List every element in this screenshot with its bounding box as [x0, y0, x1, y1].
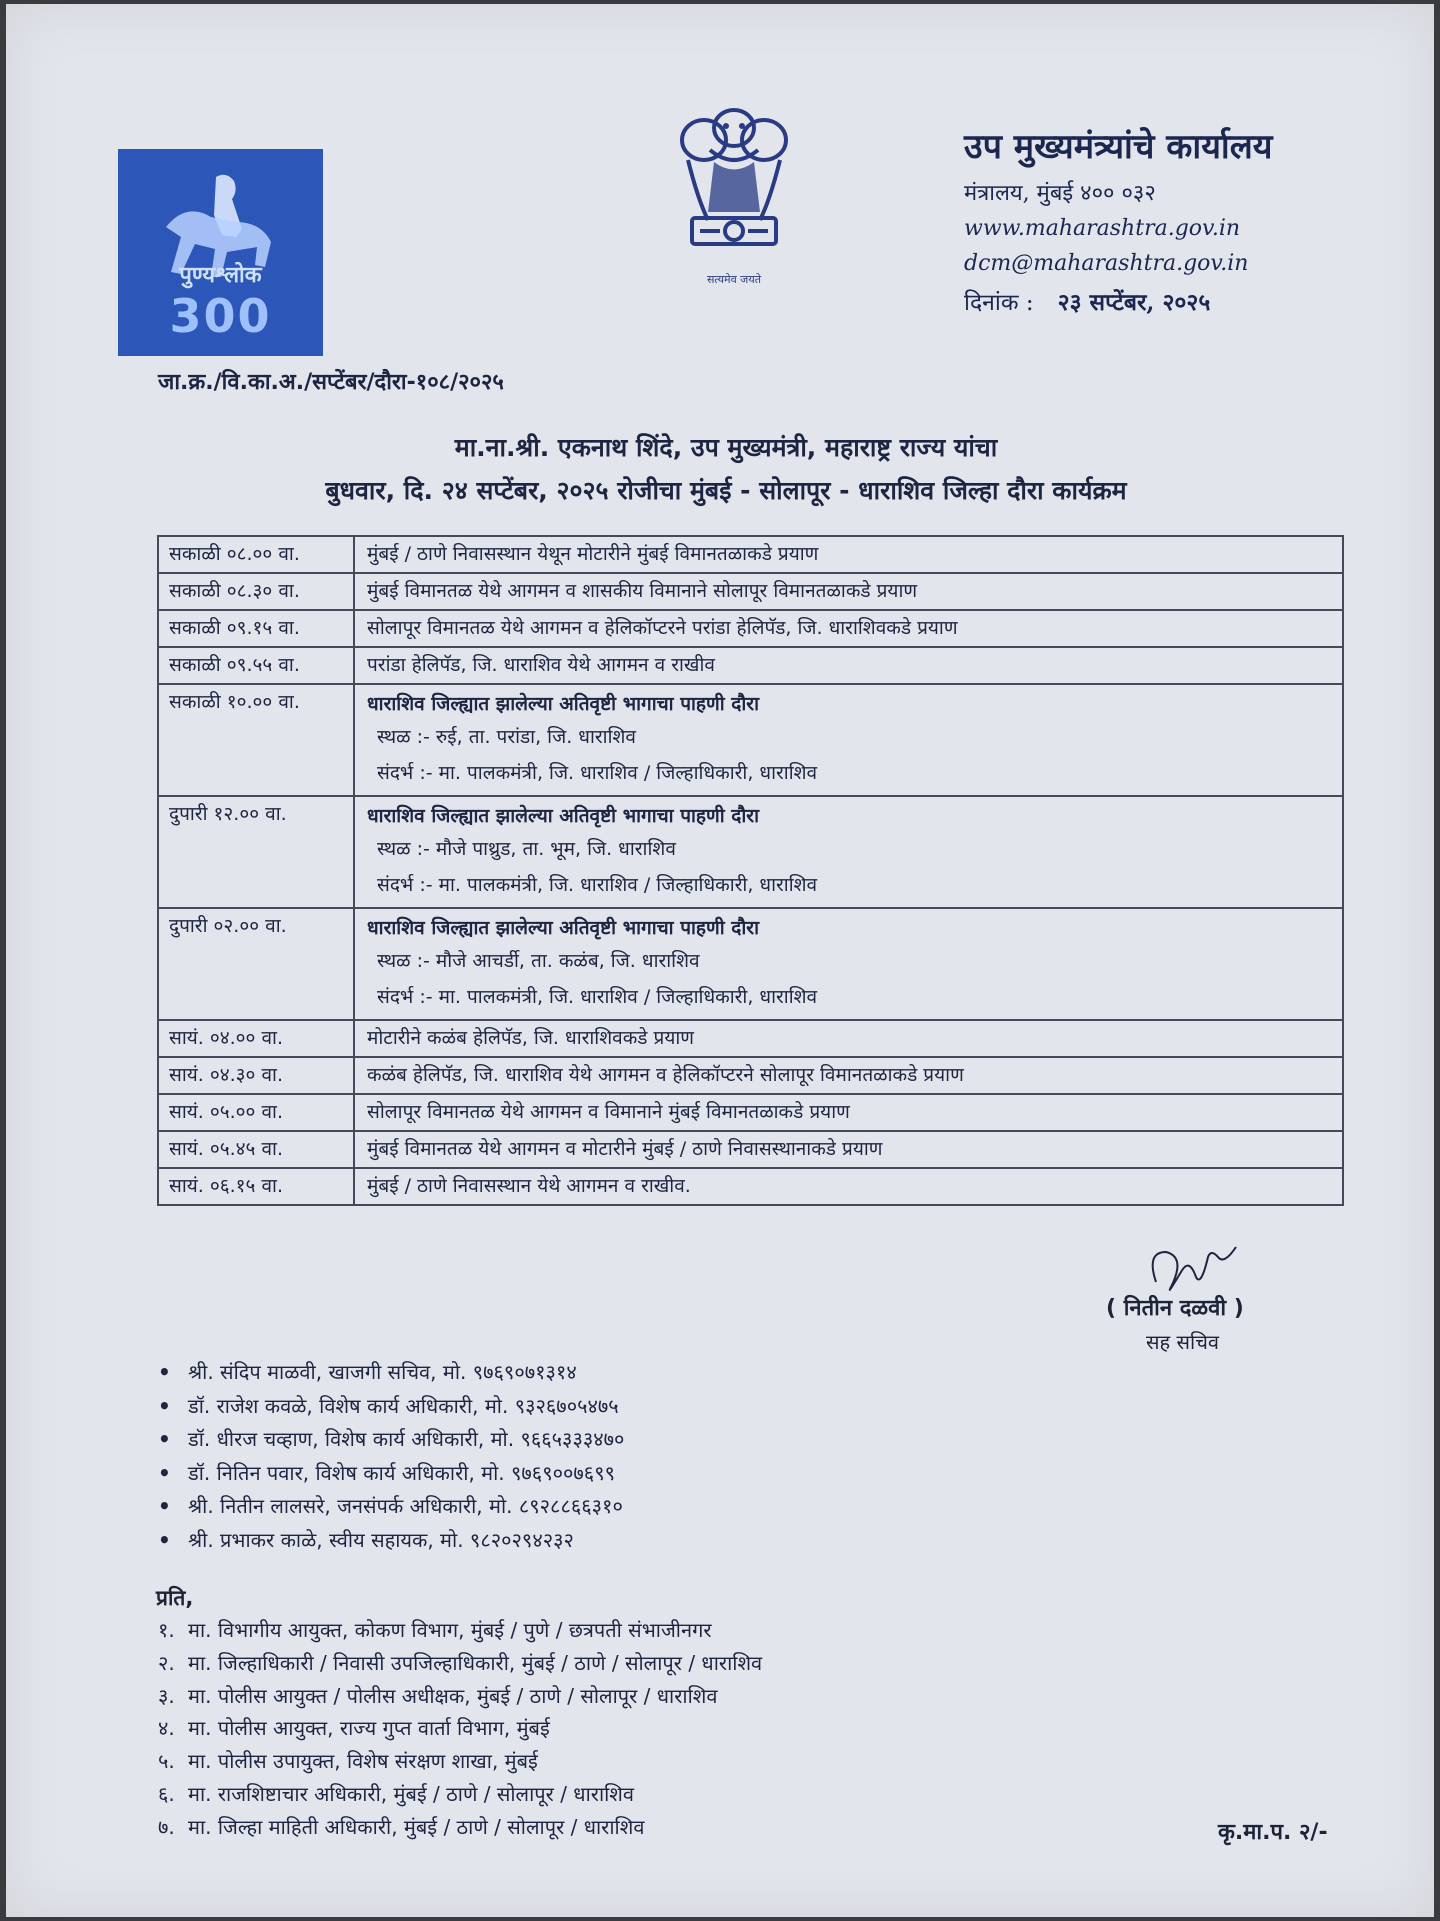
recipient-text: मा. राजशिष्टाचार अधिकारी, मुंबई / ठाणे / सोलापूर / धाराशिव [188, 1781, 635, 1806]
logo-number: 300 [169, 289, 272, 343]
bullet-icon: • [158, 1527, 171, 1552]
time-cell: सकाळी ०८.३० वा. [158, 573, 354, 610]
time-cell: दुपारी १२.०० वा. [158, 796, 354, 908]
list-item [158, 1524, 624, 1558]
time-cell: सायं. ०४.३० वा. [158, 1057, 354, 1094]
list-item [158, 1647, 762, 1680]
date-label: दिनांक : [964, 290, 1034, 316]
time-cell: सायं. ०४.०० वा. [158, 1020, 354, 1057]
visit-place: स्थळ :- मौजे आचर्डी, ता. कळंब, जि. धाराशिव [377, 950, 700, 972]
prati-label: प्रति, [156, 1586, 194, 1610]
table-row [158, 1094, 1343, 1131]
list-item [158, 1680, 762, 1713]
recipient-text: मा. जिल्हाधिकारी / निवासी उपजिल्हाधिकारी, मुंबई / ठाणे / सोलापूर / धाराशिव [188, 1650, 763, 1675]
description-cell [354, 796, 1343, 908]
title-line-2: बुधवार, दि. २४ सप्टेंबर, २०२५ रोजीचा मुंबई - सोलापूर - धाराशिव जिल्हा दौरा कार्यक्रम [325, 476, 1127, 505]
contact-list [158, 1356, 624, 1557]
table-row [158, 1020, 1343, 1057]
table-row [158, 573, 1343, 610]
contact-text: डॉ. धीरज चव्हाण, विशेष कार्य अधिकारी, मो. ९६६५३३३४७० [188, 1427, 625, 1451]
table-row [158, 1168, 1343, 1205]
item-number: ७. [158, 1814, 175, 1839]
bullet-icon: • [158, 1393, 171, 1418]
item-number: २. [158, 1650, 175, 1675]
signatory-name: ( नितीन दळवी ) [1106, 1296, 1244, 1321]
list-item [158, 1712, 762, 1745]
table-row [158, 684, 1343, 796]
office-name: उप मुख्यमंत्र्यांचे कार्यालय [964, 127, 1273, 167]
visit-title: धाराशिव जिल्ह्यात झालेल्या अतिवृष्टी भागाचा पाहणी दौरा [367, 917, 759, 939]
table-row [158, 908, 1343, 1020]
item-number: ६. [158, 1781, 175, 1806]
recipient-text: मा. विभागीय आयुक्त, कोकण विभाग, मुंबई / पुणे / छत्रपती संभाजीनगर [188, 1618, 712, 1642]
contact-text: डॉ. नितिन पवार, विशेष कार्य अधिकारी, मो. ९७६९००७६९९ [188, 1460, 616, 1485]
description-cell [354, 908, 1343, 1020]
table-row [158, 796, 1343, 908]
date-line [964, 285, 1394, 321]
recipient-text: मा. जिल्हा माहिती अधिकारी, मुंबई / ठाणे / सोलापूर / धाराशिव [188, 1814, 645, 1839]
description-cell [354, 684, 1343, 796]
list-item [158, 1614, 762, 1647]
contact-text: श्री. प्रभाकर काळे, स्वीय सहायक, मो. ९८२०२९४२३२ [188, 1527, 574, 1552]
office-email: dcm@maharashtra.gov.in [964, 251, 1249, 276]
signature-block [1106, 1242, 1286, 1362]
schedule-table [157, 535, 1344, 1206]
description-cell: परांडा हेलिपॅड, जि. धाराशिव येथे आगमन व राखीव [354, 647, 1343, 684]
list-item [158, 1457, 624, 1491]
time-cell: सकाळी १०.०० वा. [158, 684, 354, 796]
visit-reference: संदर्भ :- मा. पालकमंत्री, जि. धाराशिव / जिल्हाधिकारी, धाराशिव [377, 986, 818, 1008]
visit-title: धाराशिव जिल्ह्यात झालेल्या अतिवृष्टी भागाचा पाहणी दौरा [367, 693, 759, 715]
list-item [158, 1356, 624, 1390]
recipient-text: मा. पोलीस आयुक्त, राज्य गुप्त वार्ता विभाग, मुंबई [188, 1716, 550, 1741]
visit-reference: संदर्भ :- मा. पालकमंत्री, जि. धाराशिव / जिल्हाधिकारी, धाराशिव [377, 874, 818, 896]
time-cell: सकाळी ०९.५५ वा. [158, 647, 354, 684]
punyashlok-300-logo [118, 149, 323, 356]
office-address: मंत्रालय, मुंबई ४०० ०३२ [964, 181, 1156, 206]
description-cell: सोलापूर विमानतळ येथे आगमन व हेलिकॉप्टरने परांडा हेलिपॅड, जि. धाराशिवकडे प्रयाण [354, 610, 1343, 647]
list-item [158, 1778, 762, 1811]
visit-place: स्थळ :- मौजे पाथ्रुड, ता. भूम, जि. धाराशिव [377, 838, 676, 860]
bullet-icon: • [158, 1460, 171, 1485]
table-row [158, 647, 1343, 684]
item-number: १. [158, 1618, 175, 1642]
document-page [6, 4, 1434, 1917]
title-line-1: मा.ना.श्री. एकनाथ शिंदे, उप मुख्यमंत्री, महाराष्ट्र राज्य यांचा [454, 433, 998, 462]
time-cell: सकाळी ०८.०० वा. [158, 536, 354, 573]
signatory-designation: सह सचिव [1146, 1330, 1220, 1354]
recipient-text: मा. पोलीस आयुक्त / पोलीस अधीक्षक, मुंबई / ठाणे / सोलापूर / धाराशिव [188, 1683, 718, 1708]
list-item [158, 1390, 624, 1424]
list-item [158, 1490, 624, 1524]
national-emblem [670, 100, 798, 300]
list-item [158, 1423, 624, 1457]
list-item [158, 1811, 762, 1844]
bullet-icon: • [158, 1494, 171, 1518]
item-number: ३. [158, 1683, 175, 1708]
recipient-text: मा. पोलीस उपायुक्त, विशेष संरक्षण शाखा, मुंबई [188, 1749, 538, 1774]
list-item [158, 1745, 762, 1778]
contact-text: श्री. नितीन लालसरे, जनसंपर्क अधिकारी, मो. ८९२८८६६३१० [188, 1494, 623, 1518]
table-row [158, 1131, 1343, 1168]
date-value: २३ सप्टेंबर, २०२५ [1057, 289, 1211, 316]
time-cell: सायं. ०६.१५ वा. [158, 1168, 354, 1205]
description-cell: सोलापूर विमानतळ येथे आगमन व विमानाने मुंबई विमानतळाकडे प्रयाण [354, 1094, 1343, 1131]
bullet-icon: • [158, 1360, 171, 1384]
bullet-icon: • [158, 1427, 171, 1451]
page-turn-note: कृ.मा.प. २/- [1218, 1820, 1328, 1845]
emblem-motto: सत्यमेव जयते [706, 273, 761, 286]
time-cell: दुपारी ०२.०० वा. [158, 908, 354, 1020]
logo-text: पुण्यश्लोक [179, 263, 262, 288]
description-cell: मुंबई / ठाणे निवासस्थान येथून मोटारीने मुंबई विमानतळाकडे प्रयाण [354, 536, 1343, 573]
time-cell: सकाळी ०९.१५ वा. [158, 610, 354, 647]
item-number: ४. [158, 1716, 175, 1741]
visit-place: स्थळ :- रुई, ता. परांडा, जि. धाराशिव [377, 726, 636, 748]
reference-number: जा.क्र./वि.का.अ./सप्टेंबर/दौरा-१०८/२०२५ [158, 370, 504, 395]
table-row [158, 610, 1343, 647]
contact-text: श्री. संदिप माळवी, खाजगी सचिव, मो. ९७६९०७१३१४ [188, 1360, 577, 1384]
description-cell: कळंब हेलिपॅड, जि. धाराशिव येथे आगमन व हेलिकॉप्टरने सोलापूर विमानतळाकडे प्रयाण [354, 1057, 1343, 1094]
visit-title: धाराशिव जिल्ह्यात झालेल्या अतिवृष्टी भागाचा पाहणी दौरा [367, 805, 759, 827]
table-row [158, 536, 1343, 573]
office-header [964, 122, 1394, 321]
description-cell: मोटारीने कळंब हेलिपॅड, जि. धाराशिवकडे प्रयाण [354, 1020, 1343, 1057]
ashoka-lion-emblem-icon [670, 100, 798, 270]
description-cell: मुंबई विमानतळ येथे आगमन व शासकीय विमानाने सोलापूर विमानतळाकडे प्रयाण [354, 573, 1343, 610]
office-website: www.maharashtra.gov.in [964, 216, 1241, 241]
description-cell: मुंबई / ठाणे निवासस्थान येथे आगमन व राखीव. [354, 1168, 1343, 1205]
recipient-list [158, 1614, 762, 1844]
time-cell: सायं. ०५.०० वा. [158, 1094, 354, 1131]
item-number: ५. [158, 1749, 175, 1774]
table-row [158, 1057, 1343, 1094]
visit-reference: संदर्भ :- मा. पालकमंत्री, जि. धाराशिव / जिल्हाधिकारी, धाराशिव [377, 762, 818, 784]
description-cell: मुंबई विमानतळ येथे आगमन व मोटारीने मुंबई / ठाणे निवासस्थानाकडे प्रयाण [354, 1131, 1343, 1168]
time-cell: सायं. ०५.४५ वा. [158, 1131, 354, 1168]
contact-text: डॉ. राजेश कवळे, विशेष कार्य अधिकारी, मो. ९३२६७०५४७५ [188, 1393, 619, 1418]
